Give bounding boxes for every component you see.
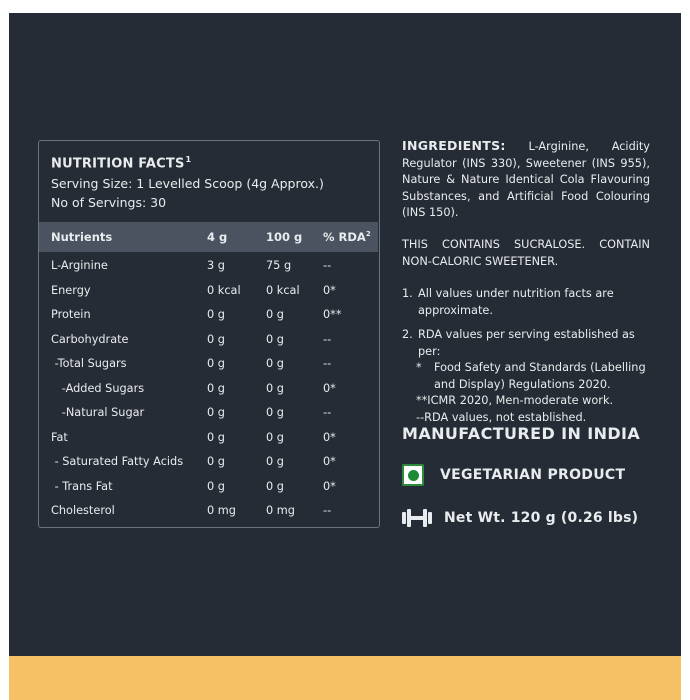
table-row <box>39 308 378 332</box>
table-row <box>39 431 378 455</box>
per-100g-value: 0 mg <box>266 504 295 517</box>
rda-value: 0** <box>323 308 342 321</box>
nutrient-name: L-Arginine <box>51 259 108 272</box>
rda-value: 0* <box>323 455 336 468</box>
rda-value: -- <box>323 504 332 517</box>
bottom-accent-strip <box>9 656 681 700</box>
vegetarian-badge <box>402 462 625 488</box>
header-nutrients: Nutrients <box>51 230 113 244</box>
per-100g-value: 0 g <box>266 308 284 321</box>
per-100g-value: 0 g <box>266 357 284 370</box>
per-serving-value: 0 kcal <box>207 283 241 297</box>
nutrition-facts-box <box>38 140 380 528</box>
table-row <box>39 455 378 479</box>
footnote-1-number: 1. <box>402 287 413 300</box>
per-100g-value: 0 g <box>266 381 284 395</box>
per-100g-value: 75 g <box>266 259 292 272</box>
per-serving-value: 0 g <box>207 308 225 321</box>
nutrient-name: Fat <box>51 430 68 444</box>
nutrient-name: - Saturated Fatty Acids <box>51 455 184 468</box>
per-serving-value: 0 g <box>207 479 225 493</box>
nutrient-name: -Natural Sugar <box>51 406 145 419</box>
serving-size: Serving Size: 1 Levelled Scoop (4g Approx.) <box>51 176 324 191</box>
per-100g-value: 0 g <box>266 406 284 419</box>
nutrient-name: -Added Sugars <box>51 381 145 395</box>
footnotes <box>402 286 650 426</box>
veg-mark-icon <box>402 464 424 486</box>
ingredients-text: L-Arginine, Acidity Regulator (INS 330), Sweetener (INS 955), Nature & Nature Identical Cola Flavouring Substances, and Artificial Food Colouring (INS 150). <box>402 140 650 219</box>
dumbbell-icon <box>402 509 432 527</box>
rda-value: -- <box>323 357 332 370</box>
table-header <box>39 222 378 252</box>
per-serving-value: 0 g <box>207 332 225 346</box>
footnote-fssai: Food Safety and Standards (Labelling and Display) Regulations 2020. <box>434 361 646 391</box>
header-4g: 4 g <box>207 230 228 244</box>
title-footnote-mark: 1 <box>185 155 192 164</box>
ingredients-label: INGREDIENTS: <box>402 138 506 153</box>
per-serving-value: 0 g <box>207 381 225 395</box>
net-weight <box>402 507 638 529</box>
header-100g: 100 g <box>266 230 303 244</box>
footnote-rda-not-established: --RDA values, not established. <box>416 410 587 424</box>
per-serving-value: 0 g <box>207 357 225 370</box>
per-serving-value: 0 g <box>207 406 225 419</box>
ingredients <box>402 138 650 222</box>
footnote-2-number: 2. <box>402 328 413 341</box>
nutrient-name: - Trans Fat <box>51 479 113 493</box>
nutrient-name: Carbohydrate <box>51 332 129 346</box>
per-100g-value: 0 g <box>266 332 284 346</box>
nutrient-name: -Total Sugars <box>51 357 127 370</box>
header-rda: % RDA$^2$ <box>323 230 371 244</box>
table-row <box>39 504 378 528</box>
footnote-star-mark: * <box>416 361 422 374</box>
per-serving-value: 0 g <box>207 455 225 468</box>
rda-value: 0* <box>323 479 336 493</box>
footnote-2-text: RDA values per serving established as per: <box>418 328 635 358</box>
per-100g-value: 0 kcal <box>266 283 300 297</box>
rda-value: 0* <box>323 381 336 395</box>
table-row <box>39 382 378 406</box>
footnote-1-text: All values under nutrition facts are approximate. <box>418 287 614 317</box>
rda-value: -- <box>323 332 332 346</box>
table-row <box>39 480 378 504</box>
nutrient-name: Energy <box>51 283 91 297</box>
per-serving-value: 0 mg <box>207 504 236 517</box>
per-100g-value: 0 g <box>266 455 284 468</box>
per-100g-value: 0 g <box>266 430 284 444</box>
manufactured-in-india: MANUFACTURED IN INDIA <box>402 424 641 443</box>
per-100g-value: 0 g <box>266 479 284 493</box>
per-serving-value: 3 g <box>207 259 225 272</box>
nutrient-name: Cholesterol <box>51 504 115 517</box>
net-weight-label: Net Wt. 120 g (0.26 lbs) <box>444 510 639 526</box>
rda-value: 0* <box>323 430 336 444</box>
rda-value: 0* <box>323 283 336 297</box>
rda-value: -- <box>323 259 332 272</box>
rda-value: -- <box>323 406 332 419</box>
table-row <box>39 406 378 430</box>
table-row <box>39 259 378 283</box>
servings-count: No of Servings: 30 <box>51 195 167 210</box>
table-row <box>39 284 378 308</box>
sucralose-note: THIS CONTAINS SUCRALOSE. CONTAIN NON-CALORIC SWEETENER. <box>402 238 650 268</box>
nutrient-name: Protein <box>51 308 91 321</box>
vegetarian-label: VEGETARIAN PRODUCT <box>440 467 626 483</box>
table-row <box>39 333 378 357</box>
per-serving-value: 0 g <box>207 430 225 444</box>
nutrition-title: NUTRITION FACTS$^1$ <box>51 155 192 172</box>
table-row <box>39 357 378 381</box>
footnote-icmr: **ICMR 2020, Men-moderate work. <box>416 394 614 407</box>
